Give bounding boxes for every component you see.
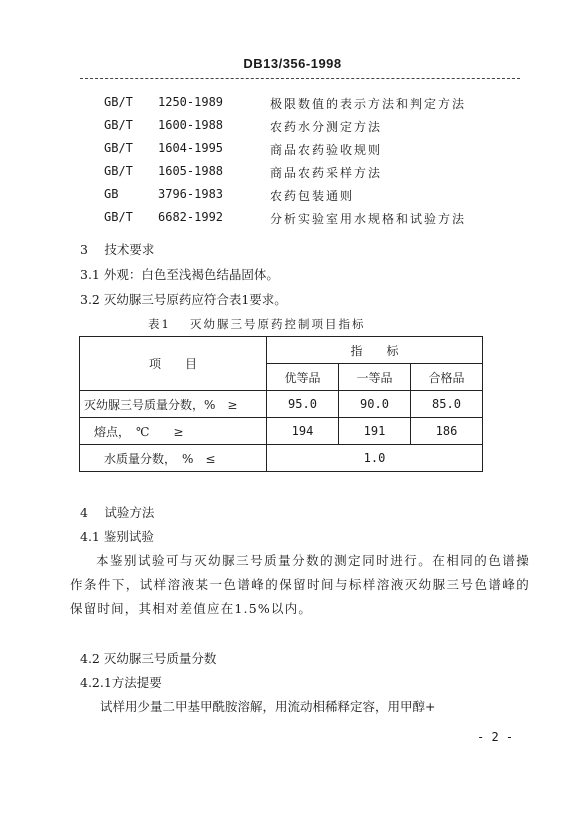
standard-code: 6682-1992: [158, 210, 224, 224]
standard-row: [104, 187, 524, 210]
control-index-table: [79, 336, 483, 472]
standard-prefix: GB/T: [104, 164, 133, 178]
page-number: - 2 -: [477, 730, 514, 744]
row-value: 1.0: [267, 445, 483, 472]
table-header-index: 指 标: [267, 337, 483, 364]
standard-row: [104, 164, 524, 187]
section-4-1-heading: 4.1 鉴别试验: [80, 529, 154, 544]
section-4-heading: 4 试验方法: [80, 505, 155, 520]
standard-title: 极限数值的表示方法和判定方法: [270, 97, 467, 111]
standard-prefix: GB/T: [104, 141, 133, 155]
standard-row: [104, 118, 524, 141]
section-4-1-paragraph: 本鉴别试验可与灭幼脲三号质量分数的测定同时进行。在相同的色谱操作条件下，试样溶液某一色谱峰的保留时间与标样溶液灭幼脲三号色谱峰的保留时间，其相对差值应在1.5%以内。: [70, 553, 530, 616]
section-4-2-1-heading: 4.2.1方法提要: [80, 675, 162, 690]
row-item-label: 灭幼脲三号质量分数，% ≥: [80, 391, 267, 418]
table-row: [80, 418, 483, 445]
table-row: [80, 391, 483, 418]
standard-prefix: GB/T: [104, 118, 133, 132]
table-caption: 表1 灭幼脲三号原药控制项目指标: [148, 317, 366, 331]
row-value: 90.0: [339, 391, 411, 418]
row-value: 186: [411, 418, 483, 445]
row-item-label: 水质量分数， % ≤: [80, 445, 267, 472]
section-4-2-heading: 4.2 灭幼脲三号质量分数: [80, 651, 217, 666]
row-value: 194: [267, 418, 339, 445]
grade-header: 一等品: [339, 364, 411, 391]
standard-row: [104, 141, 524, 164]
document-id-header: DB13/356-1998: [243, 56, 342, 71]
standard-title: 商品农药采样方法: [270, 166, 383, 180]
row-value: 85.0: [411, 391, 483, 418]
header-divider: [80, 78, 520, 79]
section-3-heading: 3 技术要求: [80, 242, 155, 257]
section-4-2-1-paragraph: 试样用少量二甲基甲酰胺溶解，用流动相稀释定容，用甲醇+: [100, 699, 436, 714]
standard-code: 3796-1983: [158, 187, 224, 201]
standard-title: 农药包装通则: [270, 189, 355, 203]
table-row: [80, 445, 483, 472]
standard-code: 1600-1988: [158, 118, 224, 132]
section-3-1-appearance: 3.1 外观：白色至浅褐色结晶固体。: [80, 267, 279, 282]
standard-row: [104, 95, 524, 118]
standard-code: 1250-1989: [158, 95, 224, 109]
row-item-label: 熔点， ℃ ≥: [80, 418, 267, 445]
section-3-2-requirement: 3.2 灭幼脲三号原药应符合表1要求。: [80, 292, 287, 307]
row-value: 95.0: [267, 391, 339, 418]
standard-title: 商品农药验收规则: [270, 143, 383, 157]
standard-row: [104, 210, 524, 233]
grade-header: 优等品: [267, 364, 339, 391]
table-header-item: 项 目: [80, 337, 267, 391]
standard-title: 分析实验室用水规格和试验方法: [270, 212, 467, 226]
standard-prefix: GB/T: [104, 95, 133, 109]
standard-code: 1605-1988: [158, 164, 224, 178]
standard-prefix: GB: [104, 187, 119, 201]
row-value: 191: [339, 418, 411, 445]
standard-prefix: GB/T: [104, 210, 133, 224]
standard-title: 农药水分测定方法: [270, 120, 383, 134]
referenced-standards-list: [104, 95, 524, 233]
standard-code: 1604-1995: [158, 141, 224, 155]
grade-header: 合格品: [411, 364, 483, 391]
